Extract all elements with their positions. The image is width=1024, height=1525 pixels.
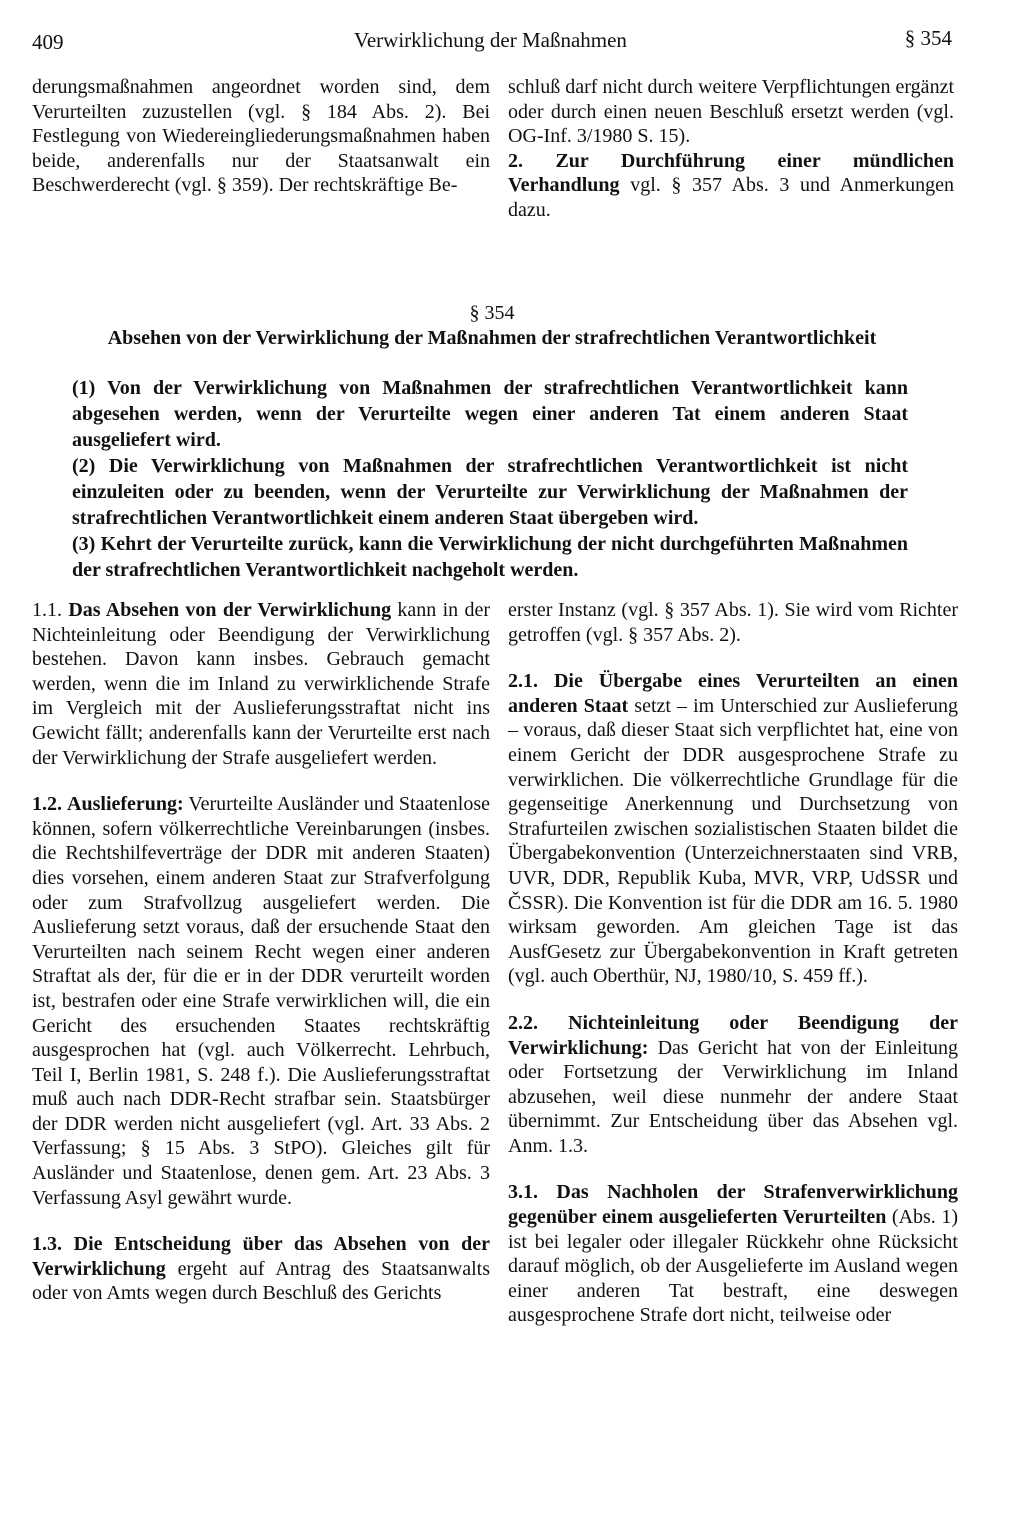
note-1-3 [32, 1232, 490, 1306]
note-text: kann in der Nichteinleitung oder Beendigung der Verwirklichung bestehen. Davon kann insbes. Gebrauch gemacht werden, wenn die im Inland zu verwirklichende Strafe im Vergleich mit der Auslieferungsstraftat nicht ins Gewicht fällt; anderenfalls kann der Verurteilte erst nach der Verwirklichung der Strafe ausgeliefert werden. [32, 599, 491, 769]
note-text: ergeht auf Antrag des Staatsanwalts oder von Amts wegen durch Beschluß des Gerichts [32, 1257, 491, 1305]
statute-paragraph-3: (3) Kehrt der Verurteilte zurück, kann die Verwirklichung der nicht durchgeführten Maßnahmen der strafrechtlichen Verantwortlichkeit nachgeholt werden. [72, 533, 908, 581]
top-right-column [508, 75, 954, 223]
commentary-right-column [508, 598, 958, 1350]
statute-text [72, 375, 908, 583]
note-number: 1.2. [32, 793, 62, 816]
top-left-column [32, 75, 490, 198]
note-heading: Auslieferung: [67, 793, 184, 816]
note-3-1 [508, 1180, 958, 1328]
note-heading: Die Entscheidung über das Absehen von der Verwirklichung [32, 1233, 490, 1280]
note-1-1 [32, 598, 490, 770]
paragraph: derungsmaßnahmen angeordnet worden sind, dem Verurteilten zuzustellen (vgl. § 184 Abs. 2). Bei Festlegung von Wiedereingliederungsmaßnahmen haben beide, anderenfalls nur der Staatsanwalt ein Beschwerderecht (vgl. § 359). Der rechtskräftige Be- [32, 76, 490, 197]
section-number: § 354 [469, 302, 515, 324]
note-2-2 [508, 1011, 958, 1159]
note-text: Verurteilte Ausländer und Staatenlose können, sofern völkerrechtliche Vereinbarungen (insbes. die Rechtshilfeverträge der DDR mit anderen Staaten) dies vorsehen, einem anderen Staat zur Strafverfolgung oder zum Strafvollzug ausgeliefert werden. Die Auslieferung setzt voraus, daß der ersuchende Staat den Verurteilten nach seinem Recht wegen einer anderen Straftat als der, für die er in der DDR verurteilt worden ist, bestrafen oder eine Strafe verwirklichen will, die ein Gericht des ersuchenden Staates rechtskräftig ausgesprochen hat (vgl. auch Völkerrecht. Lehrbuch, Teil I, Berlin 1981, S. 248 f.). Die Auslieferungsstraftat muß auch nach DDR-Recht strafbar sein. Staatsbürger der DDR werden nicht ausgeliefert (vgl. Art. 33 Abs. 2 Verfassung; § 15 Abs. 3 StPO). Gleiches gilt für Ausländer und Staatenlose, denen gem. Art. 23 Abs. 3 Verfassung Asyl gewährt wurde. [32, 793, 491, 1209]
note-number: 1.3. [32, 1233, 62, 1256]
note-heading: 2. Zur Durchführung einer mündlichen Verhandlung [508, 149, 954, 197]
paragraph: schluß darf nicht durch weitere Verpflichtungen ergänzt oder durch einen neuen Beschluß ersetzt werden (vgl. OG-Inf. 3/1980 S. 15). [508, 76, 954, 148]
note-number: 2.2. [508, 1011, 538, 1034]
page-header [32, 22, 952, 62]
note-text: setzt – im Unterschied zur Auslieferung – voraus, daß dieser Staat sich verpflichtet hat, eine von einem Gericht der DDR ausgesprochene Strafe zu verwirklichen. Die völkerrechtliche Grundlage für die gegenseitige Anerkennung und Durchsetzung von Strafurteilen zwischen sozialistischen Staaten bildet die Übergabekonvention (Unterzeichnerstaaten sind VRB, UVR, DDR, Republik Kuba, MVR, VRP, UdSSR und ČSSR). Die Konvention ist für die DDR am 16. 5. 1980 wirksam geworden. Am gleichen Tage ist das AusfGesetz zur Übergabekonvention in Kraft getreten (vgl. auch Oberthür, NJ, 1980/10, S. 459 ff.). [508, 694, 958, 988]
paragraph [508, 149, 954, 223]
running-title: Verwirklichung der Maßnahmen [354, 28, 627, 52]
section-heading: Absehen von der Verwirklichung der Maßnahmen der strafrechtlichen Verantwortlichkeit [107, 327, 877, 349]
note-2-1 [508, 669, 958, 989]
statute-paragraph-1: (1) Von der Verwirklichung von Maßnahmen der strafrechtlichen Verantwortlichkeit kann abgesehen werden, wenn der Verurteilte wegen einer anderen Tat einem anderen Staat ausgeliefert wird. [72, 377, 908, 451]
note-1-2 [32, 792, 490, 1210]
note-text: vgl. § 357 Abs. 3 und Anmerkungen dazu. [508, 174, 954, 221]
note-heading: Nichteinleitung oder Beendigung der Verwirklichung: [508, 1011, 958, 1059]
section-reference: § 354 [904, 26, 952, 50]
note-text: Das Gericht hat von der Einleitung oder Fortsetzung der Verwirklichung im Inland abzusehen, weil diese nunmehr der andere Staat übernimmt. Zur Entscheidung über das Absehen vgl. Anm. 1.3. [508, 1036, 959, 1157]
commentary-left-column [32, 598, 490, 1328]
note-number: 3.1. [508, 1181, 538, 1204]
note-text: (Abs. 1) ist bei legaler oder illegaler Rückkehr ohne Rücksicht darauf möglich, ob der Ausgelieferte im Ausland wegen einer anderen Tat bestraft, eine deswegen ausgesprochene Strafe dort nicht, teilweise oder [508, 1206, 959, 1327]
page-number: 409 [32, 30, 64, 54]
note-number: 2.1. [508, 670, 538, 693]
note-heading: Das Nachholen der Strafenverwirklichung gegenüber einem ausgelieferten Verurteilten [508, 1181, 958, 1229]
note-1-3-continued: erster Instanz (vgl. § 357 Abs. 1). Sie wird vom Richter getroffen (vgl. § 357 Abs. 2). [508, 599, 958, 646]
note-heading: Die Übergabe eines Verurteilten an einen anderen Staat [508, 670, 959, 717]
note-number: 1.1. [32, 599, 62, 621]
note-heading: Das Absehen von der Verwirklichung [68, 599, 392, 621]
statute-paragraph-2: (2) Die Verwirklichung von Maßnahmen der strafrechtlichen Verantwortlichkeit ist nicht einzuleiten oder zu beenden, wenn der Verurteilte zur Verwirklichung der Maßnahmen der strafrechtlichen Verantwortlichkeit einem anderen Staat übergeben wird. [72, 455, 908, 529]
